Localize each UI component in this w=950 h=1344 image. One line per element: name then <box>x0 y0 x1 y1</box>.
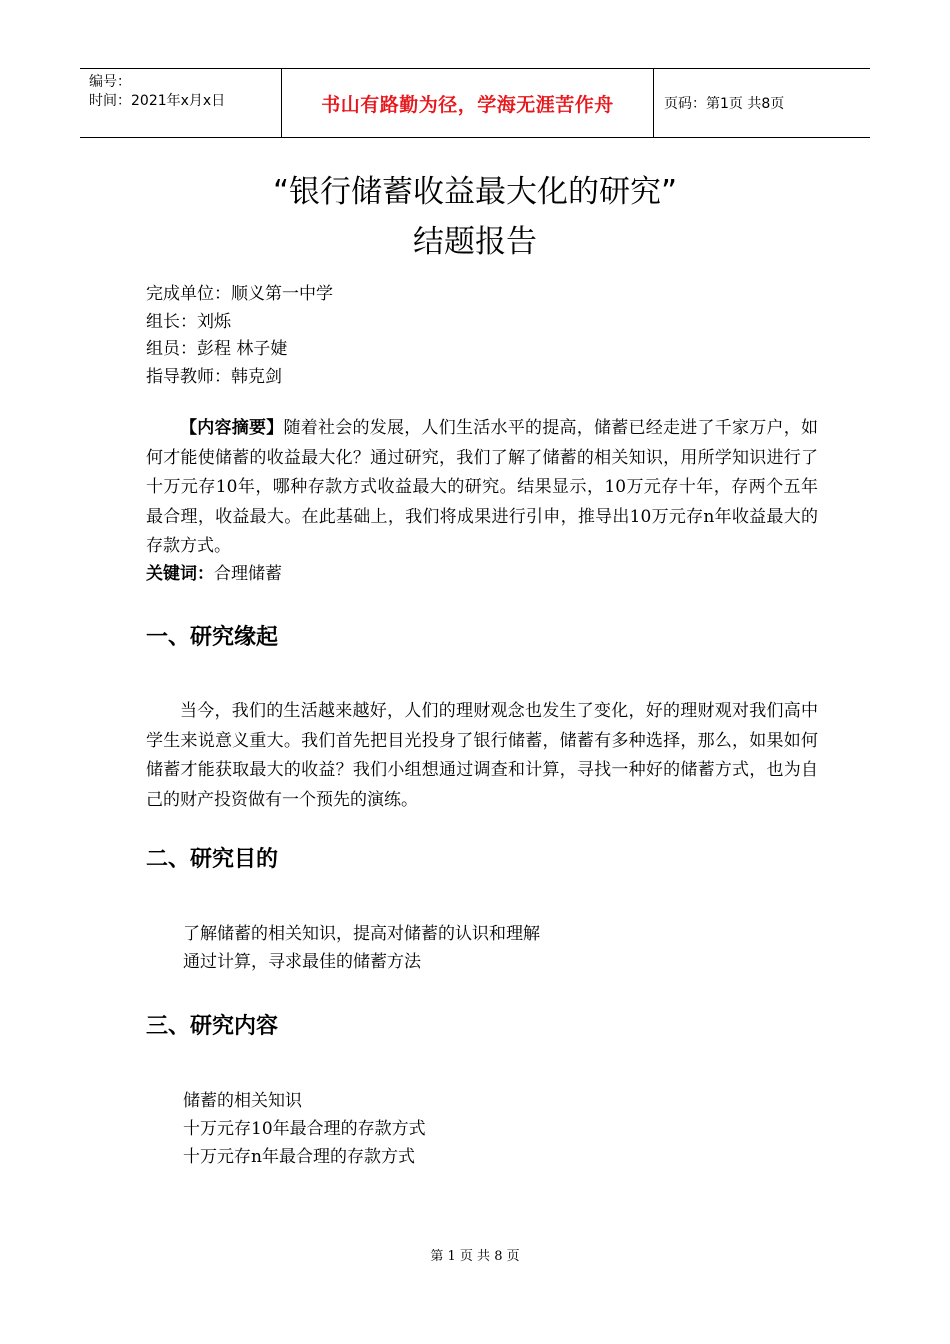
list-item: 十万元存10年最合理的存款方式 <box>183 1119 426 1139</box>
keywords <box>146 559 282 584</box>
keywords-label: 关键词： <box>146 564 214 584</box>
list-item: 通过计算，寻求最佳的储蓄方法 <box>183 952 421 972</box>
abstract-text: 随着社会的发展，人们生活水平的提高，储蓄已经走进了千家万户，如何才能使储蓄的收益最大化？通过研究，我们了解了储蓄的相关知识，用所学知识进行了十万元存10年，哪种存款方式收益最大的研究。结果显示，10万元存十年，存两个五年最合理，收益最大。在此基础上，我们将成果进行引申，推导出10万元存n年收益最大的存款方式。 <box>146 418 818 556</box>
document-subtitle: 结题报告 <box>413 224 537 260</box>
page-footer: 第 1 页 共 8 页 <box>430 1249 520 1264</box>
header-number: 编号： <box>89 74 131 90</box>
section-1-paragraph: 当今，我们的生活越来越好，人们的理财观念也发生了变化，好的理财观对我们高中学生来说意义重大。我们首先把目光投身了银行储蓄，储蓄有多种选择，那么，如果如何储蓄才能获取最大的收益？我们小组想通过调查和计算，寻找一种好的储蓄方式，也为自己的财产投资做有一个预先的演练。 <box>146 701 818 810</box>
page-header <box>80 68 870 138</box>
header-page-info: 页码：第1页 共8页 <box>664 96 785 112</box>
abstract-label: 【内容摘要】 <box>180 418 284 438</box>
section-heading-2: 二、研究目的 <box>146 847 279 872</box>
section-3-list <box>183 1087 426 1171</box>
list-item: 了解储蓄的相关知识，提高对储蓄的认识和理解 <box>183 924 540 944</box>
info-teacher: 指导教师：韩克剑 <box>146 366 282 387</box>
author-info <box>146 281 333 391</box>
keywords-value: 合理储蓄 <box>214 564 282 584</box>
list-item: 十万元存n年最合理的存款方式 <box>183 1147 415 1167</box>
document-title: “银行储蓄收益最大化的研究” <box>272 174 678 210</box>
header-motto-cell <box>282 69 654 137</box>
header-time: 时间：2021年x月x日 <box>89 93 226 109</box>
section-heading-3: 三、研究内容 <box>146 1014 279 1039</box>
abstract-paragraph <box>146 414 818 562</box>
info-leader: 组长：刘烁 <box>146 311 231 332</box>
header-meta <box>80 69 282 137</box>
section-heading-1: 一、研究缘起 <box>146 625 279 650</box>
info-members: 组员：彭程 林子婕 <box>146 339 288 359</box>
list-item: 储蓄的相关知识 <box>183 1091 302 1111</box>
header-motto: 书山有路勤为径，学海无涯苦作舟 <box>321 93 614 116</box>
section-2-list <box>183 920 540 976</box>
info-unit: 完成单位：顺义第一中学 <box>146 284 333 304</box>
